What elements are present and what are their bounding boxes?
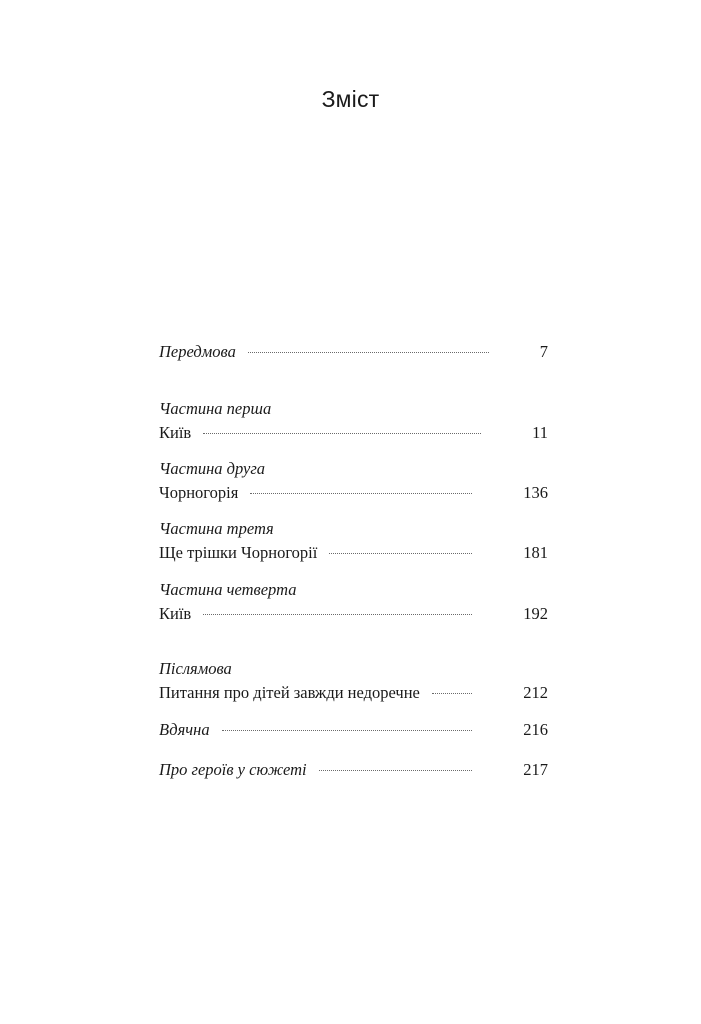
toc-entry-part-4[interactable] [159,604,548,624]
dot-leader [248,352,489,353]
dot-leader [222,730,473,731]
toc-entry-afterword[interactable] [159,683,548,703]
toc-entry-heroes[interactable] [159,760,548,780]
toc-page-number: 181 [523,543,548,562]
toc-entry-label: Про героїв у сюжеті [159,760,307,779]
toc-page-number: 7 [539,342,548,361]
toc-entry-part-1[interactable] [159,423,548,443]
toc-entry-label: Чорногорія [159,483,239,502]
dot-leader [203,614,472,615]
dot-leader [203,433,481,434]
toc-entry-label: Передмова [159,342,236,361]
dot-leader [329,553,472,554]
toc-entry-label: Київ [159,604,192,623]
toc-entry-label: Питання про дітей завжди недоречне [159,683,420,702]
toc-entry-part-3[interactable] [159,543,548,563]
toc-entry-label: Київ [159,423,192,442]
toc-entry-label: Ще трішки Чорногорії [159,543,318,562]
toc-page-number: 136 [523,483,548,502]
toc-entry-label: Вдячна [159,720,210,739]
toc-page-number: 216 [523,720,548,739]
part-label: Частина друга [159,459,266,478]
toc-page-number: 212 [523,683,548,702]
dot-leader [319,770,473,771]
toc-entry-thanks[interactable] [159,720,548,740]
part-label: Частина четверта [159,580,297,599]
dot-leader [432,693,472,694]
toc-page-number: 11 [532,423,548,442]
toc-entry-part-2[interactable] [159,483,548,503]
toc-page-number: 192 [523,604,548,623]
toc-entry-preface[interactable] [159,342,548,362]
toc-page-number: 217 [523,760,548,779]
page-title: Зміст [321,86,380,112]
dot-leader [250,493,472,494]
part-label: Частина третя [159,519,274,538]
part-label: Частина перша [159,399,272,418]
part-label: Післямова [159,659,232,678]
